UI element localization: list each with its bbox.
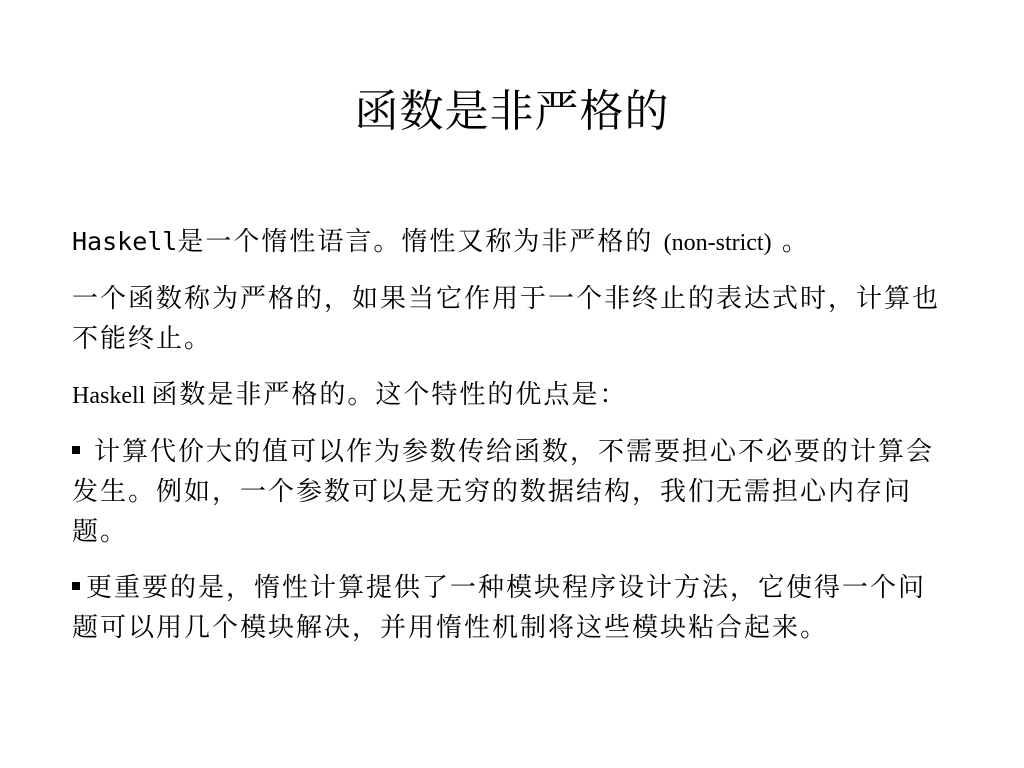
slide-body — [72, 222, 944, 664]
paragraph-tail: 。 — [771, 227, 810, 257]
paragraph-haskell-nonstrict — [72, 375, 944, 416]
square-bullet-icon — [72, 446, 80, 454]
haskell-term: Haskell — [72, 227, 178, 256]
square-bullet-icon — [72, 582, 80, 590]
paragraph-text: 函数是非严格的。这个特性的优点是： — [151, 380, 628, 410]
non-strict-term: (non-strict) — [663, 230, 772, 256]
paragraph-strict-definition — [72, 279, 944, 359]
paragraph-text: 是一个惰性语言。惰性又称为非严格的 — [177, 227, 664, 257]
bullet-text: 更重要的是，惰性计算提供了一种模块程序设计方法，它使得一个问题可以用几个模块解决，并用惰性机制将这些模块粘合起来。 — [72, 573, 927, 643]
slide-title: 函数是非严格的 — [354, 86, 670, 137]
bullet-text: 计算代价大的值可以作为参数传给函数，不需要担心不必要的计算会发生。例如，一个参数可以是无穷的数据结构，我们无需担心内存问题。 — [72, 437, 935, 547]
haskell-term: Haskell — [72, 383, 152, 409]
paragraph-haskell-lazy — [72, 222, 944, 263]
bullet-advantage-2 — [72, 568, 944, 648]
bullet-advantage-1 — [72, 432, 944, 552]
paragraph-text: 一个函数称为严格的，如果当它作用于一个非终止的表达式时，计算也不能终止。 — [72, 284, 941, 354]
